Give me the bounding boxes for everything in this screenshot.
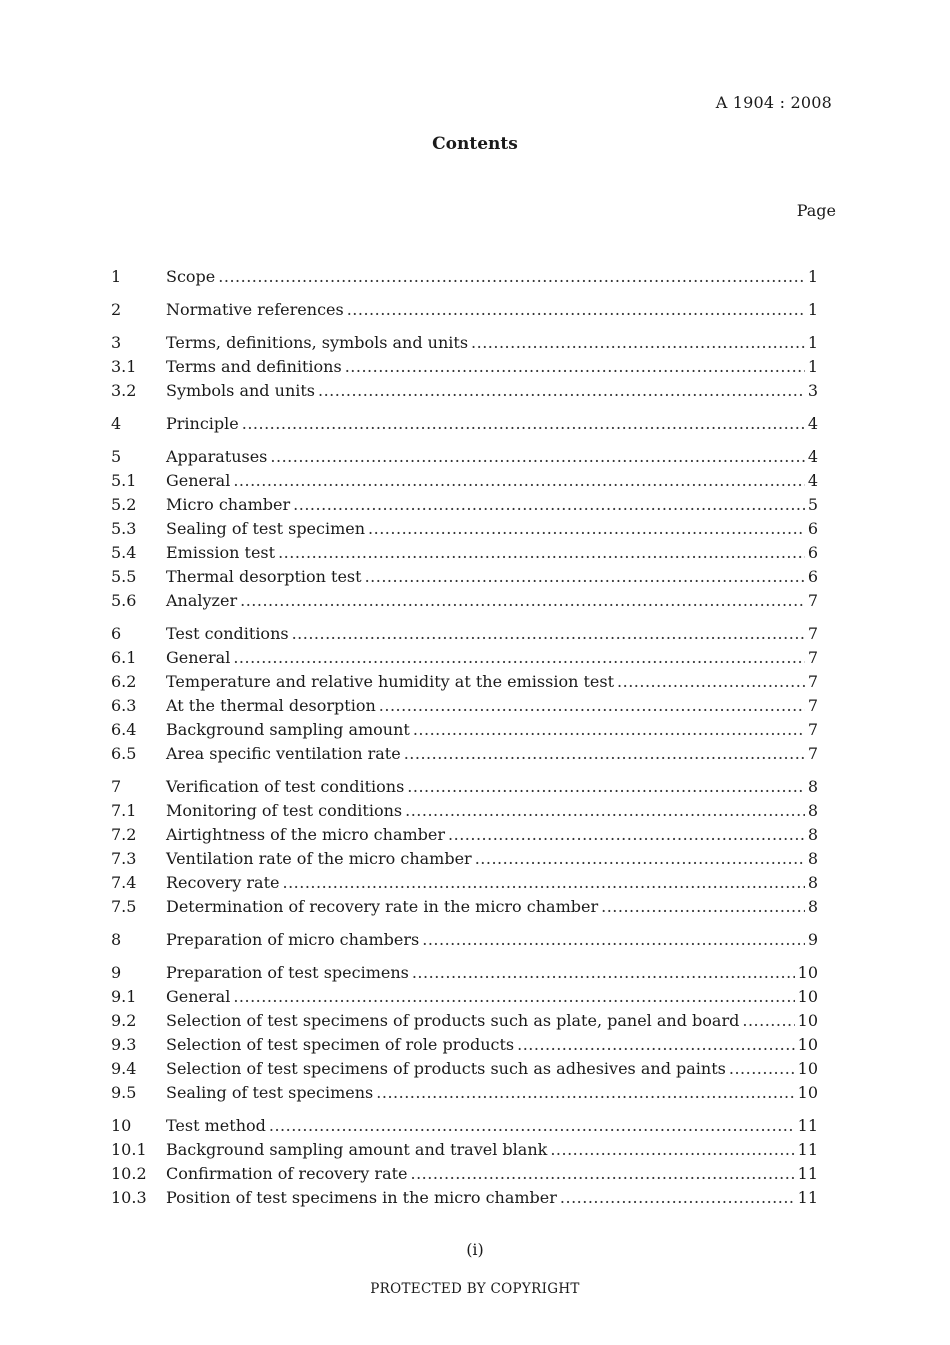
- toc-entry-page: 7: [807, 744, 818, 763]
- toc-entry-number: 6.1: [111, 648, 137, 667]
- toc-entry-page: 6: [807, 567, 818, 586]
- toc-entry: [111, 565, 818, 589]
- toc-entry: [111, 331, 818, 355]
- toc-dot-leader: [318, 379, 805, 403]
- toc-entry: [111, 961, 818, 985]
- toc-section-group: [111, 412, 818, 436]
- toc-entry-title: Selection of test specimens of products such as plate, panel and board: [166, 1011, 740, 1030]
- toc-dot-leader: [376, 1081, 794, 1105]
- toc-section-group: [111, 928, 818, 952]
- toc-section-group: [111, 331, 818, 403]
- toc-entry-number: 7.5: [111, 897, 137, 916]
- toc-entry: [111, 355, 818, 379]
- toc-dot-leader: [365, 565, 805, 589]
- toc-section-group: [111, 775, 818, 919]
- toc-entry-page: 11: [797, 1188, 818, 1207]
- toc-entry: [111, 1009, 818, 1033]
- toc-entry-title: Terms, definitions, symbols and units: [166, 333, 469, 352]
- toc-entry: [111, 928, 818, 952]
- toc-entry-number: 6.5: [111, 744, 137, 763]
- toc-entry-number: 9.3: [111, 1035, 137, 1054]
- page-title: Contents: [432, 134, 518, 154]
- toc-entry: [111, 1057, 818, 1081]
- toc-entry: [111, 445, 818, 469]
- toc-entry: [111, 985, 818, 1009]
- toc-dot-leader: [475, 847, 805, 871]
- toc-entry-number: 10.2: [111, 1164, 147, 1183]
- toc-entry: [111, 871, 818, 895]
- toc-dot-leader: [345, 355, 805, 379]
- toc-entry: [111, 469, 818, 493]
- toc-dot-leader: [407, 775, 805, 799]
- toc-entry: [111, 670, 818, 694]
- toc-entry-title: Preparation of test specimens: [166, 963, 409, 982]
- toc-entry-number: 10.1: [111, 1140, 147, 1159]
- toc-dot-leader: [742, 1009, 794, 1033]
- toc-dot-leader: [270, 445, 804, 469]
- toc-dot-leader: [412, 961, 795, 985]
- toc-entry-title: Recovery rate: [166, 873, 280, 892]
- toc-section-group: [111, 622, 818, 766]
- toc-entry-number: 9.5: [111, 1083, 137, 1102]
- toc-dot-leader: [269, 1114, 795, 1138]
- toc-entry: [111, 694, 818, 718]
- toc-entry: [111, 847, 818, 871]
- toc-entry-page: 6: [807, 519, 818, 538]
- toc-entry-number: 6: [111, 624, 122, 643]
- toc-entry-page: 11: [797, 1116, 818, 1135]
- toc-entry: [111, 823, 818, 847]
- toc-entry-title: Background sampling amount: [166, 720, 410, 739]
- toc-entry-page: 8: [807, 825, 818, 844]
- toc-entry-number: 3: [111, 333, 122, 352]
- toc-entry-number: 7.1: [111, 801, 137, 820]
- toc-entry-title: At the thermal desorption: [166, 696, 376, 715]
- toc-entry: [111, 1162, 818, 1186]
- toc-section-group: [111, 1114, 818, 1210]
- toc-entry-number: 8: [111, 930, 122, 949]
- toc-entry-title: Micro chamber: [166, 495, 291, 514]
- toc-entry-number: 6.2: [111, 672, 137, 691]
- toc-dot-leader: [278, 541, 805, 565]
- toc-section-group: [111, 265, 818, 289]
- toc-entry: [111, 1186, 818, 1210]
- toc-entry-page: 5: [807, 495, 818, 514]
- toc-entry: [111, 895, 818, 919]
- toc-entry: [111, 1138, 818, 1162]
- toc-entry-number: 5.1: [111, 471, 137, 490]
- toc-entry-title: General: [166, 987, 231, 1006]
- toc-entry-page: 10: [797, 1083, 818, 1102]
- toc-entry-title: Sealing of test specimens: [166, 1083, 374, 1102]
- toc-dot-leader: [368, 517, 805, 541]
- toc-entry: [111, 1081, 818, 1105]
- toc-entry-page: 1: [807, 300, 818, 319]
- toc-entry-number: 4: [111, 414, 122, 433]
- toc-entry-page: 1: [807, 333, 818, 352]
- toc-dot-leader: [601, 895, 805, 919]
- toc-dot-leader: [218, 265, 805, 289]
- toc-entry: [111, 589, 818, 613]
- toc-entry-title: Area specific ventilation rate: [166, 744, 401, 763]
- toc-entry: [111, 298, 818, 322]
- toc-entry-number: 2: [111, 300, 122, 319]
- toc-entry-title: Normative references: [166, 300, 344, 319]
- toc-entry-number: 5: [111, 447, 122, 466]
- toc-entry-page: 10: [797, 963, 818, 982]
- toc-entry: [111, 541, 818, 565]
- toc-entry-page: 3: [807, 381, 818, 400]
- toc-entry: [111, 379, 818, 403]
- toc-entry-page: 4: [807, 414, 818, 433]
- toc-dot-leader: [282, 871, 804, 895]
- toc-entry-title: Determination of recovery rate in the micro chamber: [166, 897, 599, 916]
- toc-entry: [111, 799, 818, 823]
- toc-entry-page: 8: [807, 897, 818, 916]
- toc-dot-leader: [233, 985, 794, 1009]
- toc-dot-leader: [411, 1162, 795, 1186]
- toc-dot-leader: [550, 1138, 794, 1162]
- toc-entry-page: 10: [797, 987, 818, 1006]
- toc-entry-title: Symbols and units: [166, 381, 315, 400]
- toc-dot-leader: [413, 718, 805, 742]
- toc-entry-title: Position of test specimens in the micro chamber: [166, 1188, 557, 1207]
- toc-dot-leader: [233, 646, 804, 670]
- toc-entry-page: 7: [807, 648, 818, 667]
- toc-entry-number: 10: [111, 1116, 132, 1135]
- toc-dot-leader: [617, 670, 805, 694]
- toc-entry-page: 8: [807, 777, 818, 796]
- toc-dot-leader: [471, 331, 805, 355]
- toc-entry-title: Scope: [166, 267, 216, 286]
- toc-entry-number: 9.4: [111, 1059, 137, 1078]
- toc-entry-page: 1: [807, 267, 818, 286]
- toc-entry-number: 7.4: [111, 873, 137, 892]
- toc-entry-page: 8: [807, 801, 818, 820]
- toc-entry-page: 9: [807, 930, 818, 949]
- toc-entry: [111, 493, 818, 517]
- table-of-contents: [111, 265, 818, 1219]
- page-column-label: Page: [796, 201, 836, 220]
- toc-entry-title: Background sampling amount and travel blank: [166, 1140, 548, 1159]
- toc-dot-leader: [293, 493, 805, 517]
- toc-dot-leader: [404, 742, 805, 766]
- toc-entry: [111, 1033, 818, 1057]
- toc-dot-leader: [560, 1186, 795, 1210]
- toc-entry-title: Emission test: [166, 543, 276, 562]
- toc-entry: [111, 265, 818, 289]
- footer-page-number: (i): [466, 1240, 484, 1259]
- toc-entry-title: Terms and definitions: [166, 357, 342, 376]
- toc-entry-number: 3.2: [111, 381, 137, 400]
- toc-section-group: [111, 961, 818, 1105]
- toc-dot-leader: [422, 928, 805, 952]
- toc-entry-number: 9: [111, 963, 122, 982]
- toc-entry: [111, 646, 818, 670]
- toc-entry-number: 6.4: [111, 720, 137, 739]
- toc-entry-page: 4: [807, 447, 818, 466]
- toc-entry-page: 1: [807, 357, 818, 376]
- toc-entry-title: Confirmation of recovery rate: [166, 1164, 408, 1183]
- toc-entry-title: Temperature and relative humidity at the emission test: [166, 672, 615, 691]
- toc-entry-number: 3.1: [111, 357, 137, 376]
- toc-entry: [111, 775, 818, 799]
- toc-entry-page: 10: [797, 1011, 818, 1030]
- toc-entry-title: Analyzer: [166, 591, 238, 610]
- toc-entry: [111, 412, 818, 436]
- copyright-notice: PROTECTED BY COPYRIGHT: [370, 1281, 580, 1297]
- toc-entry-page: 7: [807, 696, 818, 715]
- toc-entry-page: 6: [807, 543, 818, 562]
- toc-entry-page: 7: [807, 624, 818, 643]
- toc-entry-page: 10: [797, 1059, 818, 1078]
- toc-entry: [111, 1114, 818, 1138]
- toc-entry-title: Principle: [166, 414, 239, 433]
- toc-entry: [111, 718, 818, 742]
- toc-dot-leader: [405, 799, 805, 823]
- toc-dot-leader: [517, 1033, 795, 1057]
- toc-entry: [111, 517, 818, 541]
- toc-entry-page: 8: [807, 873, 818, 892]
- toc-entry-page: 7: [807, 672, 818, 691]
- document-id: A 1904 : 2008: [715, 93, 832, 112]
- toc-dot-leader: [292, 622, 805, 646]
- toc-entry-number: 1: [111, 267, 122, 286]
- toc-entry-number: 7.2: [111, 825, 137, 844]
- toc-entry-number: 5.4: [111, 543, 137, 562]
- toc-dot-leader: [729, 1057, 795, 1081]
- toc-dot-leader: [347, 298, 805, 322]
- toc-entry-title: Thermal desorption test: [166, 567, 362, 586]
- toc-dot-leader: [242, 412, 805, 436]
- toc-entry-page: 11: [797, 1164, 818, 1183]
- toc-dot-leader: [233, 469, 804, 493]
- toc-entry-number: 10.3: [111, 1188, 147, 1207]
- toc-entry: [111, 742, 818, 766]
- toc-entry-page: 7: [807, 720, 818, 739]
- toc-entry-title: Test conditions: [166, 624, 289, 643]
- toc-entry-number: 5.6: [111, 591, 137, 610]
- toc-entry-title: Apparatuses: [166, 447, 268, 466]
- toc-entry-number: 6.3: [111, 696, 137, 715]
- toc-entry-page: 8: [807, 849, 818, 868]
- toc-entry-title: Selection of test specimen of role products: [166, 1035, 515, 1054]
- toc-entry-title: Preparation of micro chambers: [166, 930, 420, 949]
- toc-section-group: [111, 298, 818, 322]
- toc-entry-number: 9.1: [111, 987, 137, 1006]
- toc-entry-title: Verification of test conditions: [166, 777, 405, 796]
- toc-entry-number: 5.2: [111, 495, 137, 514]
- toc-entry-title: General: [166, 648, 231, 667]
- toc-entry-title: General: [166, 471, 231, 490]
- toc-entry-title: Sealing of test specimen: [166, 519, 366, 538]
- toc-dot-leader: [448, 823, 805, 847]
- toc-entry-page: 7: [807, 591, 818, 610]
- toc-entry-number: 5.3: [111, 519, 137, 538]
- toc-entry-number: 7: [111, 777, 122, 796]
- toc-entry-title: Test method: [166, 1116, 266, 1135]
- toc-entry: [111, 622, 818, 646]
- toc-section-group: [111, 445, 818, 613]
- toc-entry-number: 5.5: [111, 567, 137, 586]
- toc-dot-leader: [240, 589, 805, 613]
- toc-entry-title: Airtightness of the micro chamber: [166, 825, 446, 844]
- toc-entry-title: Monitoring of test conditions: [166, 801, 403, 820]
- toc-entry-title: Selection of test specimens of products such as adhesives and paints: [166, 1059, 726, 1078]
- toc-entry-page: 11: [797, 1140, 818, 1159]
- toc-entry-number: 9.2: [111, 1011, 137, 1030]
- toc-entry-number: 7.3: [111, 849, 137, 868]
- toc-entry-page: 10: [797, 1035, 818, 1054]
- toc-entry-page: 4: [807, 471, 818, 490]
- toc-dot-leader: [379, 694, 805, 718]
- toc-entry-title: Ventilation rate of the micro chamber: [166, 849, 472, 868]
